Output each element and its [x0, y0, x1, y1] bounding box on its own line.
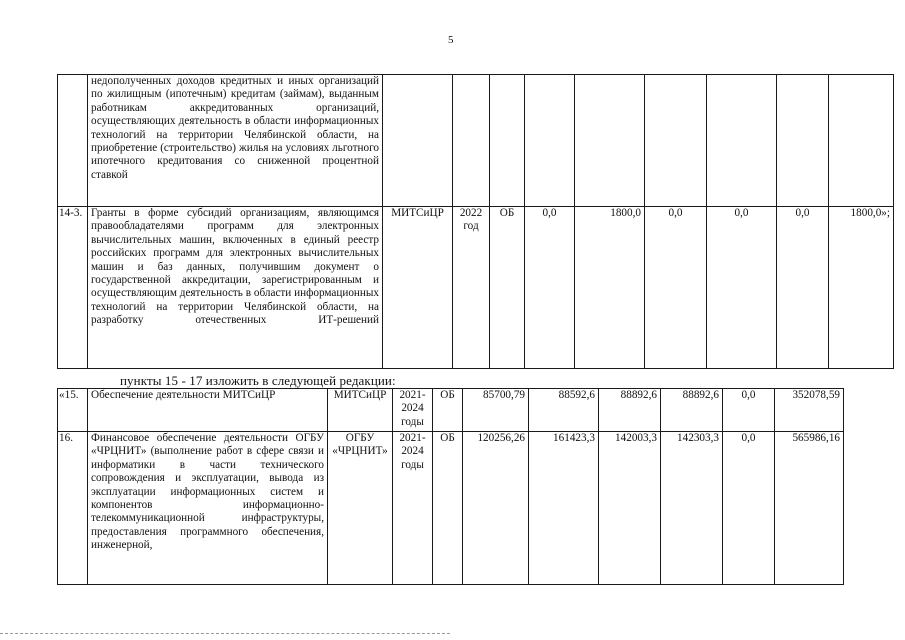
- period-cell: 2022 год: [453, 207, 490, 369]
- value-2022-cell: 1800,0: [575, 207, 645, 369]
- value-2024-cell: 88892,6: [661, 389, 723, 432]
- executor-cell: МИТСиЦР: [383, 207, 453, 369]
- value-2023-cell: 88892,6: [599, 389, 661, 432]
- total-cell: 1800,0»;: [829, 207, 894, 369]
- table-row-14-3: [58, 207, 894, 369]
- value-2023-cell: 0,0: [645, 207, 707, 369]
- value-2024-cell: 142303,3: [661, 432, 723, 585]
- value-2022-cell: 88592,6: [529, 389, 599, 432]
- value-2021-cell: 120256,26: [463, 432, 529, 585]
- value-2021-cell: 0,0: [525, 207, 575, 369]
- program-table-bottom: [57, 388, 844, 585]
- source-cell: ОБ: [433, 389, 463, 432]
- period-cell: 2021-2024 годы: [393, 389, 433, 432]
- activity-description-cell: [88, 432, 328, 585]
- activity-description: Гранты в форме субсидий организациям, являющимся правообладателями программ для электронных вычислительных машин, включенных в единый реестр российских программ для электронных вычислительных машин и баз данных, получившим документ о государственной аккредитации, зарегистрированным и осуществляющим деятельность в области информационных технологий на территории Челябинской области, на разработку отечественных ИТ-решений: [91, 207, 379, 327]
- row-number-cell: [58, 75, 88, 207]
- activity-description-cell: Обеспечение деятельности МИТСиЦР: [88, 389, 328, 432]
- value-2025-cell: 0,0: [723, 389, 775, 432]
- value-2021-cell: 85700,79: [463, 389, 529, 432]
- value-2022-cell: 161423,3: [529, 432, 599, 585]
- executor-cell: МИТСиЦР: [328, 389, 393, 432]
- row-number-cell: «15.: [58, 389, 88, 432]
- table-row-16: [58, 432, 844, 585]
- source-cell: ОБ: [433, 432, 463, 585]
- program-table-top: [57, 74, 894, 369]
- amendment-notice: пункты 15 - 17 изложить в следующей редакции:: [120, 373, 396, 388]
- activity-description: Финансовое обеспечение деятельности ОГБУ «ЧРЦНИТ» (выполнение работ в сфере связи и информатики в части технического сопровождения и эксплуатации, вывода из эксплуатации информационных систем и компонентов информационно-телекоммуникационной инфраструктуры, предоставления программного обеспечения, инженерной,: [91, 432, 324, 552]
- executor-cell: ОГБУ «ЧРЦНИТ»: [328, 432, 393, 585]
- table-row-15: [58, 389, 844, 432]
- value-2025-cell: 0,0: [777, 207, 829, 369]
- scan-edge-divider: [0, 633, 450, 634]
- activity-description-cell: [88, 75, 383, 207]
- row-number-cell: 14-3.: [58, 207, 88, 369]
- row-number-cell: 16.: [58, 432, 88, 585]
- value-2024-cell: 0,0: [707, 207, 777, 369]
- activity-description-cell: [88, 207, 383, 369]
- value-2025-cell: 0,0: [723, 432, 775, 585]
- total-cell: 565986,16: [775, 432, 844, 585]
- total-cell: 352078,59: [775, 389, 844, 432]
- value-2023-cell: 142003,3: [599, 432, 661, 585]
- page-number: 5: [448, 34, 454, 46]
- source-cell: ОБ: [490, 207, 525, 369]
- period-cell: 2021-2024 годы: [393, 432, 433, 585]
- activity-description: недополученных доходов кредитных и иных организаций по жилищным (ипотечным) кредитам (займам), выданным работникам аккредитованных организаций, осуществляющих деятельность в области информационных технологий на территории Челябинской области, на приобретение (строительство) жилья на условиях льготного ипотечного кредитования со сниженной процентной ставкой: [91, 75, 379, 181]
- table-row-continued: [58, 75, 894, 207]
